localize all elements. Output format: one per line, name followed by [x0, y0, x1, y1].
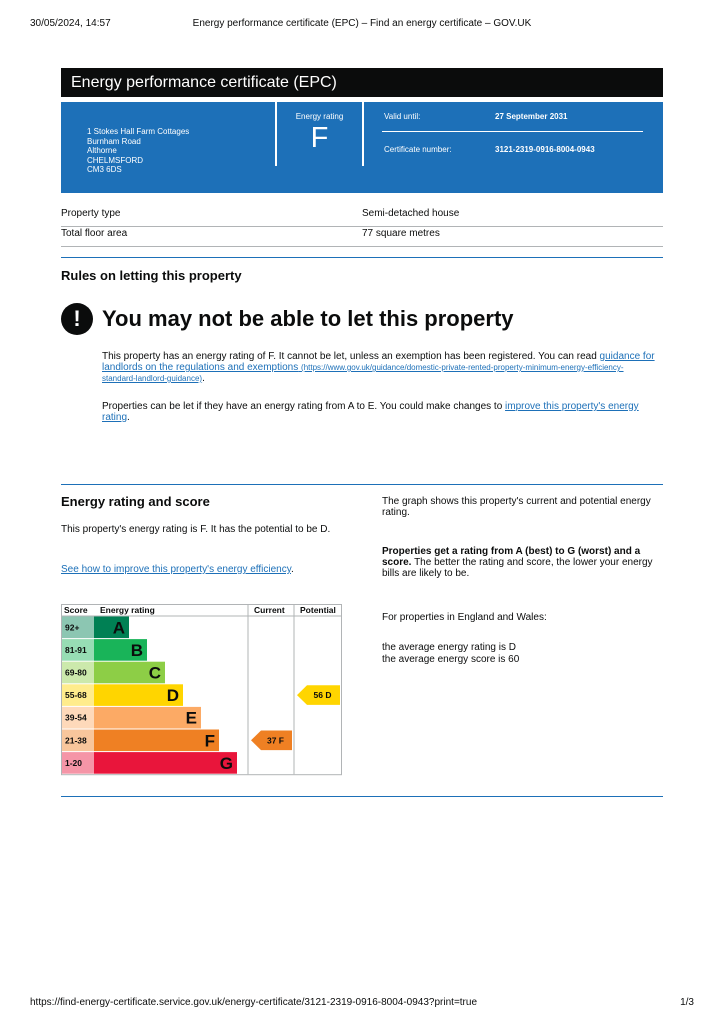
band-letter-c: C — [148, 663, 161, 683]
band-score-label: 1-20 — [65, 757, 83, 768]
print-url: https://find-energy-certificate.service.gov.uk/energy-certificate/3121-2319-0916-8004-0943?print=true — [30, 997, 478, 1008]
link-end: . — [291, 564, 294, 575]
summary-value: Semi-detached house — [362, 208, 460, 219]
region-intro: For properties in England and Wales: — [382, 612, 547, 623]
property-summary — [61, 207, 663, 247]
band-letter-d: D — [166, 686, 179, 706]
improve-efficiency-link[interactable]: See how to improve this property's energy efficiency — [61, 564, 291, 575]
panel-rule — [382, 131, 643, 132]
paragraph-end: . — [202, 373, 205, 384]
print-datetime: 30/05/2024, 14:57 — [30, 18, 111, 29]
band-score-label: 69-80 — [65, 667, 87, 678]
graph-explanation: The graph shows this property's current and potential energy rating. — [382, 496, 651, 518]
band-letter-e: E — [185, 708, 197, 728]
link-url: (https://www.gov.uk/guidance/domestic-private-rented-property-minimum-energy-efficiency-standard-landlord-guidance) — [102, 363, 624, 383]
address-line: Althorne — [87, 146, 117, 156]
energy-rating-label: Energy rating — [295, 112, 344, 121]
epc-banner: Energy performance certificate (EPC) — [61, 68, 663, 97]
letting-section-title: Rules on letting this property — [61, 268, 242, 283]
address-line: Burnham Road — [87, 136, 141, 146]
band-score-label: 81-91 — [65, 644, 87, 655]
potential-rating-text: This property's energy rating is F. It has the potential to be D. — [61, 524, 331, 535]
paragraph-text: This property has an energy rating of F. It cannot be let, unless an exemption has been registered. You can read — [102, 351, 600, 362]
certificate-content — [61, 68, 663, 773]
energy-rating-chart-svg — [61, 604, 343, 778]
warning-icon: ! — [61, 303, 93, 335]
chart-header-potential: Potential — [300, 605, 336, 615]
improve-rating-link[interactable]: improve this property's energy rating — [102, 401, 639, 423]
section-rule — [61, 484, 663, 485]
band-score-label: 39-54 — [65, 712, 87, 723]
energy-rating-chart — [61, 604, 343, 778]
warning-text: You may not be able to let this property — [102, 306, 514, 331]
paragraph-text: Properties can be let if they have an energy rating from A to E. You could make changes to — [102, 401, 506, 412]
summary-key: Property type — [61, 208, 121, 219]
certificate-number-label: Certificate number: — [384, 145, 452, 154]
letting-guidance-paragraph — [102, 351, 657, 384]
band-score-label: 55-68 — [65, 690, 87, 701]
print-page-title: Energy performance certificate (EPC) – Find an energy certificate – GOV.UK — [192, 18, 532, 29]
rating-explanation-bold: Properties get a rating from A (best) to G (worst) and a score. — [382, 546, 641, 568]
print-page-number: 1/3 — [680, 997, 694, 1008]
letting-rating-paragraph — [102, 401, 657, 423]
certificate-number-value: 3121-2319-0916-8004-0943 — [495, 145, 595, 154]
chart-header-energy-rating: Energy rating — [100, 605, 155, 615]
letting-warning — [61, 303, 663, 337]
print-header — [30, 18, 694, 32]
band-score-label: 92+ — [65, 622, 80, 633]
print-footer — [30, 997, 694, 1011]
chart-header-current: Current — [254, 605, 285, 615]
summary-value: 77 square metres — [362, 228, 440, 239]
band-letter-b: B — [130, 640, 143, 660]
summary-row — [61, 207, 663, 227]
valid-until-value: 27 September 2031 — [495, 112, 568, 121]
summary-key: Total floor area — [61, 228, 128, 239]
summary-row — [61, 227, 663, 247]
link-text: guidance for landlords on the regulations and exemptions — [102, 351, 655, 373]
improve-efficiency-line — [61, 564, 294, 575]
energy-section-title: Energy rating and score — [61, 494, 210, 509]
address-line: CM3 6DS — [87, 165, 122, 175]
paragraph-end: . — [127, 412, 130, 423]
address-line: CHELMSFORD — [87, 155, 144, 165]
address-line: 1 Stokes Hall Farm Cottages — [87, 127, 190, 136]
band-letter-a: A — [112, 618, 125, 638]
potential-rating-label: 56 D — [313, 690, 332, 701]
band-letter-g: G — [219, 753, 233, 773]
valid-until-label: Valid until: — [384, 112, 421, 121]
band-letter-f: F — [204, 731, 215, 751]
energy-rating-section — [61, 484, 663, 797]
property-address — [87, 127, 189, 175]
energy-rating-letter: F — [310, 122, 329, 154]
chart-header-score: Score — [64, 605, 88, 615]
band-bar-g — [94, 752, 237, 774]
band-score-label: 21-38 — [65, 735, 87, 746]
section-rule — [61, 257, 663, 258]
average-score: the average energy score is 60 — [382, 654, 520, 665]
section-rule — [61, 796, 663, 797]
panel-divider — [362, 102, 364, 166]
band-bar-f — [94, 730, 219, 752]
rating-explanation-rest: The better the rating and score, the lower your energy bills are likely to be. — [382, 557, 653, 579]
current-rating-label: 37 F — [266, 735, 285, 746]
average-rating: the average energy rating is D — [382, 642, 516, 653]
certificate-panel — [61, 102, 663, 193]
rating-explanation — [382, 546, 663, 579]
